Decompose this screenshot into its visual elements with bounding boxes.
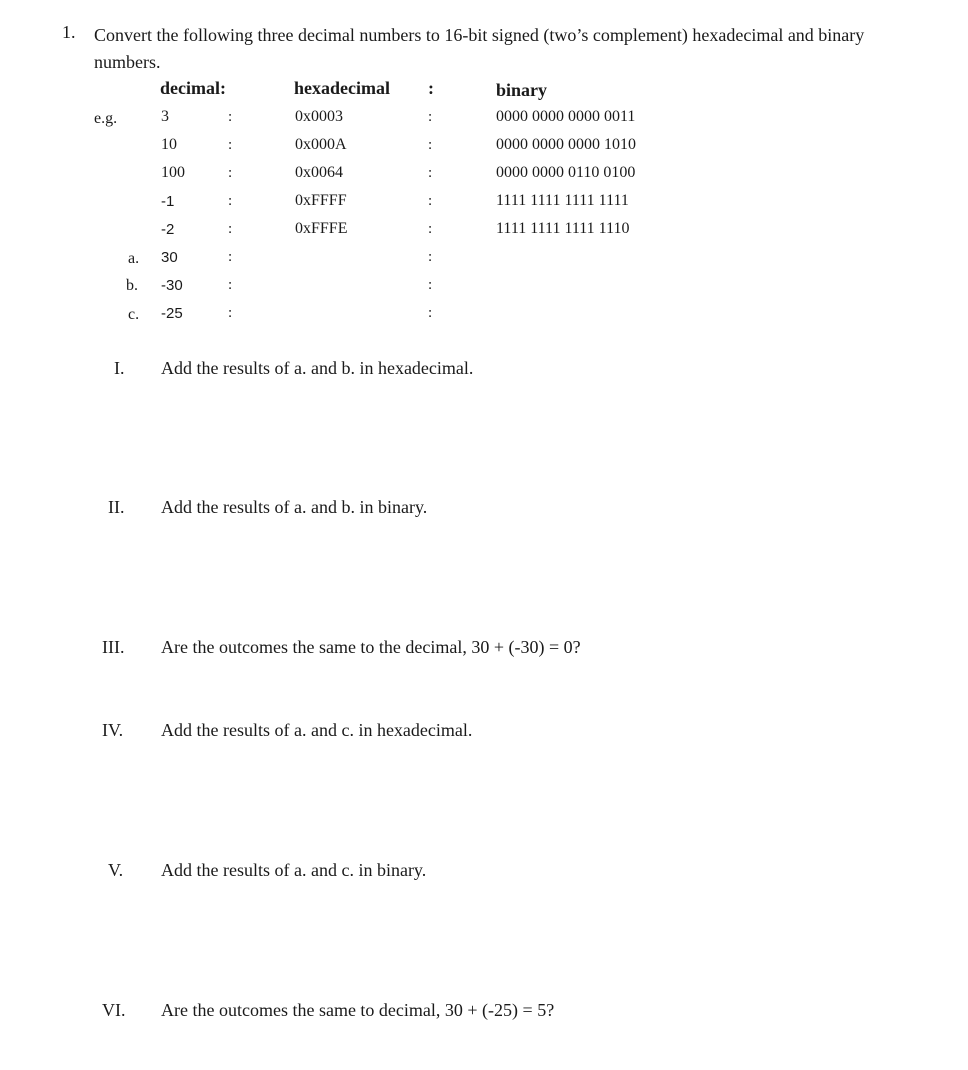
row-decimal: 3 [161,108,169,125]
row-binary: 1111 1111 1111 1111 [496,192,629,209]
row-label: c. [128,306,140,323]
subquestion-numeral: VI. [102,1000,126,1020]
row-binary: 1111 1111 1111 1110 [496,220,630,237]
row-hex: 0x0003 [295,108,343,125]
row-decimal: 30 [161,249,178,266]
row-label: a. [128,250,140,267]
row-separator: : [428,221,433,237]
row-binary: 0000 0000 0110 0100 [496,164,636,181]
row-separator: : [428,249,433,265]
row-separator: : [228,193,233,209]
row-separator: : [228,109,233,125]
row-decimal: -2 [161,221,175,238]
row-separator: : [428,193,433,209]
question-number: 1. [62,22,76,42]
row-binary: 0000 0000 0000 1010 [496,136,636,153]
row-hex: 0xFFFF [295,192,347,209]
row-decimal: 100 [161,164,185,181]
subquestion-text: Add the results of a. and b. in hexadecimal. [161,358,474,378]
subquestion-text: Are the outcomes the same to the decimal, 30 + (-30) = 0? [161,637,581,657]
row-label: e.g. [94,110,118,127]
subquestion-numeral: I. [114,358,125,378]
subquestion-numeral: V. [108,860,124,880]
subquestion-numeral: II. [108,497,125,517]
header-decimal: decimal: [160,78,226,98]
row-separator: : [228,137,233,153]
header-colon: : [428,78,434,98]
row-separator: : [428,137,433,153]
row-separator: : [428,109,433,125]
subquestion-numeral: III. [102,637,125,657]
row-separator: : [428,165,433,181]
subquestion-text: Add the results of a. and c. in binary. [161,860,427,880]
header-hexadecimal: hexadecimal [294,78,390,98]
row-separator: : [228,165,233,181]
row-decimal: 10 [161,136,177,153]
row-hex: 0x000A [295,136,347,153]
row-separator: : [428,277,433,293]
row-separator: : [228,249,233,265]
row-decimal: -30 [161,277,183,294]
row-separator: : [228,305,233,321]
row-hex: 0xFFFE [295,220,348,237]
question-text: Convert the following three decimal numbers to 16-bit signed (two’s complement) hexadecimal and binary numbers. [94,25,865,72]
subquestion-text: Add the results of a. and b. in binary. [161,497,428,517]
row-binary: 0000 0000 0000 0011 [496,108,636,125]
row-hex: 0x0064 [295,164,343,181]
row-separator: : [228,221,233,237]
row-separator: : [428,305,433,321]
row-decimal: -25 [161,305,183,322]
subquestion-text: Add the results of a. and c. in hexadecimal. [161,720,473,740]
row-label: b. [126,277,138,294]
row-separator: : [228,277,233,293]
header-binary: binary [496,80,548,100]
subquestion-numeral: IV. [102,720,124,740]
row-decimal: -1 [161,193,175,210]
subquestion-text: Are the outcomes the same to decimal, 30 + (-25) = 5? [161,1000,555,1020]
